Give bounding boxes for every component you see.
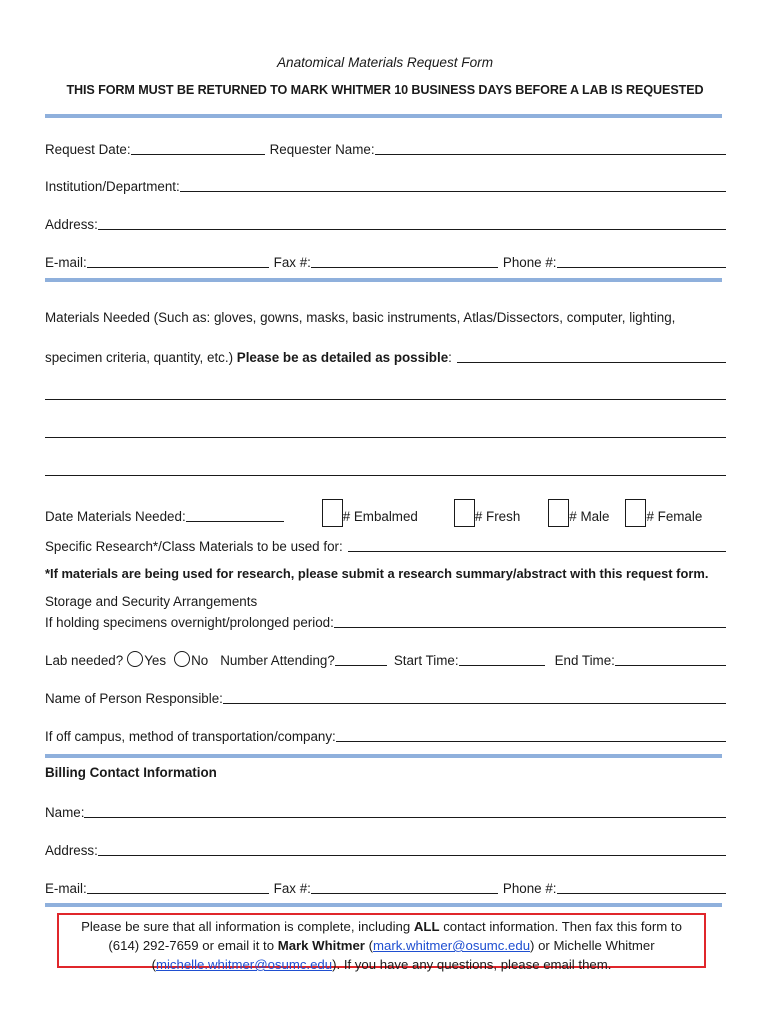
phone-field[interactable] bbox=[557, 253, 727, 268]
section-divider bbox=[45, 114, 722, 118]
male-box[interactable] bbox=[548, 499, 569, 527]
research-label: Specific Research*/Class Materials to be used for: bbox=[45, 539, 343, 554]
form-subtitle: THIS FORM MUST BE RETURNED TO MARK WHITMER 10 BUSINESS DAYS BEFORE A LAB IS REQUESTED bbox=[66, 83, 704, 97]
materials-detail-row bbox=[45, 348, 726, 365]
email-label: E-mail: bbox=[45, 255, 87, 270]
fresh-count bbox=[454, 499, 520, 524]
requester-name-field[interactable] bbox=[375, 140, 726, 155]
female-label: # Female bbox=[646, 509, 703, 524]
requester-name-label: Requester Name: bbox=[269, 142, 375, 157]
form-title: Anatomical Materials Request Form bbox=[276, 55, 494, 70]
research-field[interactable] bbox=[348, 537, 726, 552]
embalmed-count bbox=[322, 499, 418, 524]
address-row bbox=[45, 215, 726, 232]
section-divider bbox=[45, 903, 722, 907]
email-field[interactable] bbox=[87, 253, 269, 268]
responsible-field[interactable] bbox=[223, 689, 726, 704]
date-needed-field[interactable] bbox=[186, 507, 284, 522]
billing-fax-field[interactable] bbox=[311, 879, 498, 894]
transport-label: If off campus, method of transportation/company: bbox=[45, 729, 336, 744]
fax-label: Fax #: bbox=[273, 255, 311, 270]
research-row bbox=[45, 537, 726, 554]
no-radio-icon[interactable] bbox=[174, 651, 190, 667]
request-date-row bbox=[45, 140, 726, 157]
female-box[interactable] bbox=[625, 499, 646, 527]
date-needed-label: Date Materials Needed: bbox=[45, 509, 186, 524]
yes-radio-icon[interactable] bbox=[127, 651, 143, 667]
date-needed-row bbox=[45, 499, 726, 524]
section-divider bbox=[45, 278, 722, 282]
billing-email-label: E-mail: bbox=[45, 881, 87, 896]
end-time-field[interactable] bbox=[615, 651, 726, 666]
storage-label: If holding specimens overnight/prolonged period: bbox=[45, 615, 334, 630]
fresh-box[interactable] bbox=[454, 499, 475, 527]
start-time-label: Start Time: bbox=[393, 653, 459, 668]
storage-row bbox=[45, 613, 726, 630]
female-count bbox=[625, 499, 702, 524]
request-date-label: Request Date: bbox=[45, 142, 131, 157]
responsible-label: Name of Person Responsible: bbox=[45, 691, 223, 706]
billing-contact-row bbox=[45, 879, 726, 896]
male-label: # Male bbox=[569, 509, 610, 524]
billing-fax-label: Fax #: bbox=[273, 881, 311, 896]
end-time-label: End Time: bbox=[554, 653, 615, 668]
attending-label: Number Attending? bbox=[220, 653, 335, 668]
billing-phone-label: Phone #: bbox=[502, 881, 557, 896]
research-note: *If materials are being used for research, please submit a research summary/abstract with this request form. bbox=[45, 566, 709, 581]
materials-extra-line[interactable] bbox=[45, 475, 726, 476]
materials-field[interactable] bbox=[457, 348, 726, 363]
embalmed-box[interactable] bbox=[322, 499, 343, 527]
michelle-email-link[interactable]: michelle.whitmer@osumc.edu bbox=[156, 957, 333, 972]
start-time-field[interactable] bbox=[459, 651, 545, 666]
lab-needed-label: Lab needed? bbox=[45, 653, 124, 668]
billing-heading: Billing Contact Information bbox=[45, 765, 217, 780]
institution-label: Institution/Department: bbox=[45, 179, 180, 194]
billing-email-field[interactable] bbox=[87, 879, 269, 894]
notice-box bbox=[57, 913, 706, 972]
fax-field[interactable] bbox=[311, 253, 498, 268]
materials-needed-label: Materials Needed (Such as: gloves, gowns, masks, basic instruments, Atlas/Dissectors, computer, lighting, bbox=[45, 310, 676, 325]
billing-phone-field[interactable] bbox=[557, 879, 727, 894]
materials-detail-label: specimen criteria, quantity, etc.) Please be as detailed as possible: bbox=[45, 350, 452, 365]
storage-field[interactable] bbox=[334, 613, 726, 628]
lab-row bbox=[45, 651, 726, 668]
materials-needed-row bbox=[45, 310, 726, 325]
attending-field[interactable] bbox=[335, 651, 387, 666]
request-date-field[interactable] bbox=[131, 140, 265, 155]
address-label: Address: bbox=[45, 217, 98, 232]
institution-field[interactable] bbox=[180, 177, 726, 192]
transport-row bbox=[45, 727, 726, 744]
materials-extra-line[interactable] bbox=[45, 437, 726, 438]
institution-row bbox=[45, 177, 726, 194]
lab-no-option[interactable]: No bbox=[174, 651, 208, 668]
billing-address-label: Address: bbox=[45, 843, 98, 858]
male-count bbox=[548, 499, 609, 524]
fresh-label: # Fresh bbox=[474, 509, 521, 524]
mark-email-link[interactable]: mark.whitmer@osumc.edu bbox=[373, 938, 531, 953]
lab-yes-option[interactable]: Yes bbox=[127, 651, 166, 668]
embalmed-label: # Embalmed bbox=[342, 509, 418, 524]
storage-heading: Storage and Security Arrangements bbox=[45, 594, 258, 609]
billing-address-row bbox=[45, 841, 726, 858]
billing-name-field[interactable] bbox=[84, 803, 726, 818]
materials-extra-line[interactable] bbox=[45, 399, 726, 400]
notice-line-3: (michelle.whitmer@osumc.edu). If you have any questions, please email them. bbox=[151, 957, 612, 972]
responsible-row bbox=[45, 689, 726, 706]
billing-address-field[interactable] bbox=[98, 841, 726, 856]
section-divider bbox=[45, 754, 722, 758]
address-field[interactable] bbox=[98, 215, 726, 230]
phone-label: Phone #: bbox=[502, 255, 557, 270]
billing-name-row bbox=[45, 803, 726, 820]
contact-row bbox=[45, 253, 726, 270]
billing-name-label: Name: bbox=[45, 805, 85, 820]
transport-field[interactable] bbox=[336, 727, 726, 742]
notice-line-1: Please be sure that all information is complete, including ALL contact information. Then fax this form to bbox=[81, 919, 682, 934]
notice-line-2: (614) 292-7659 or email it to Mark Whitmer (mark.whitmer@osumc.edu) or Michelle Whitmer bbox=[108, 938, 655, 953]
